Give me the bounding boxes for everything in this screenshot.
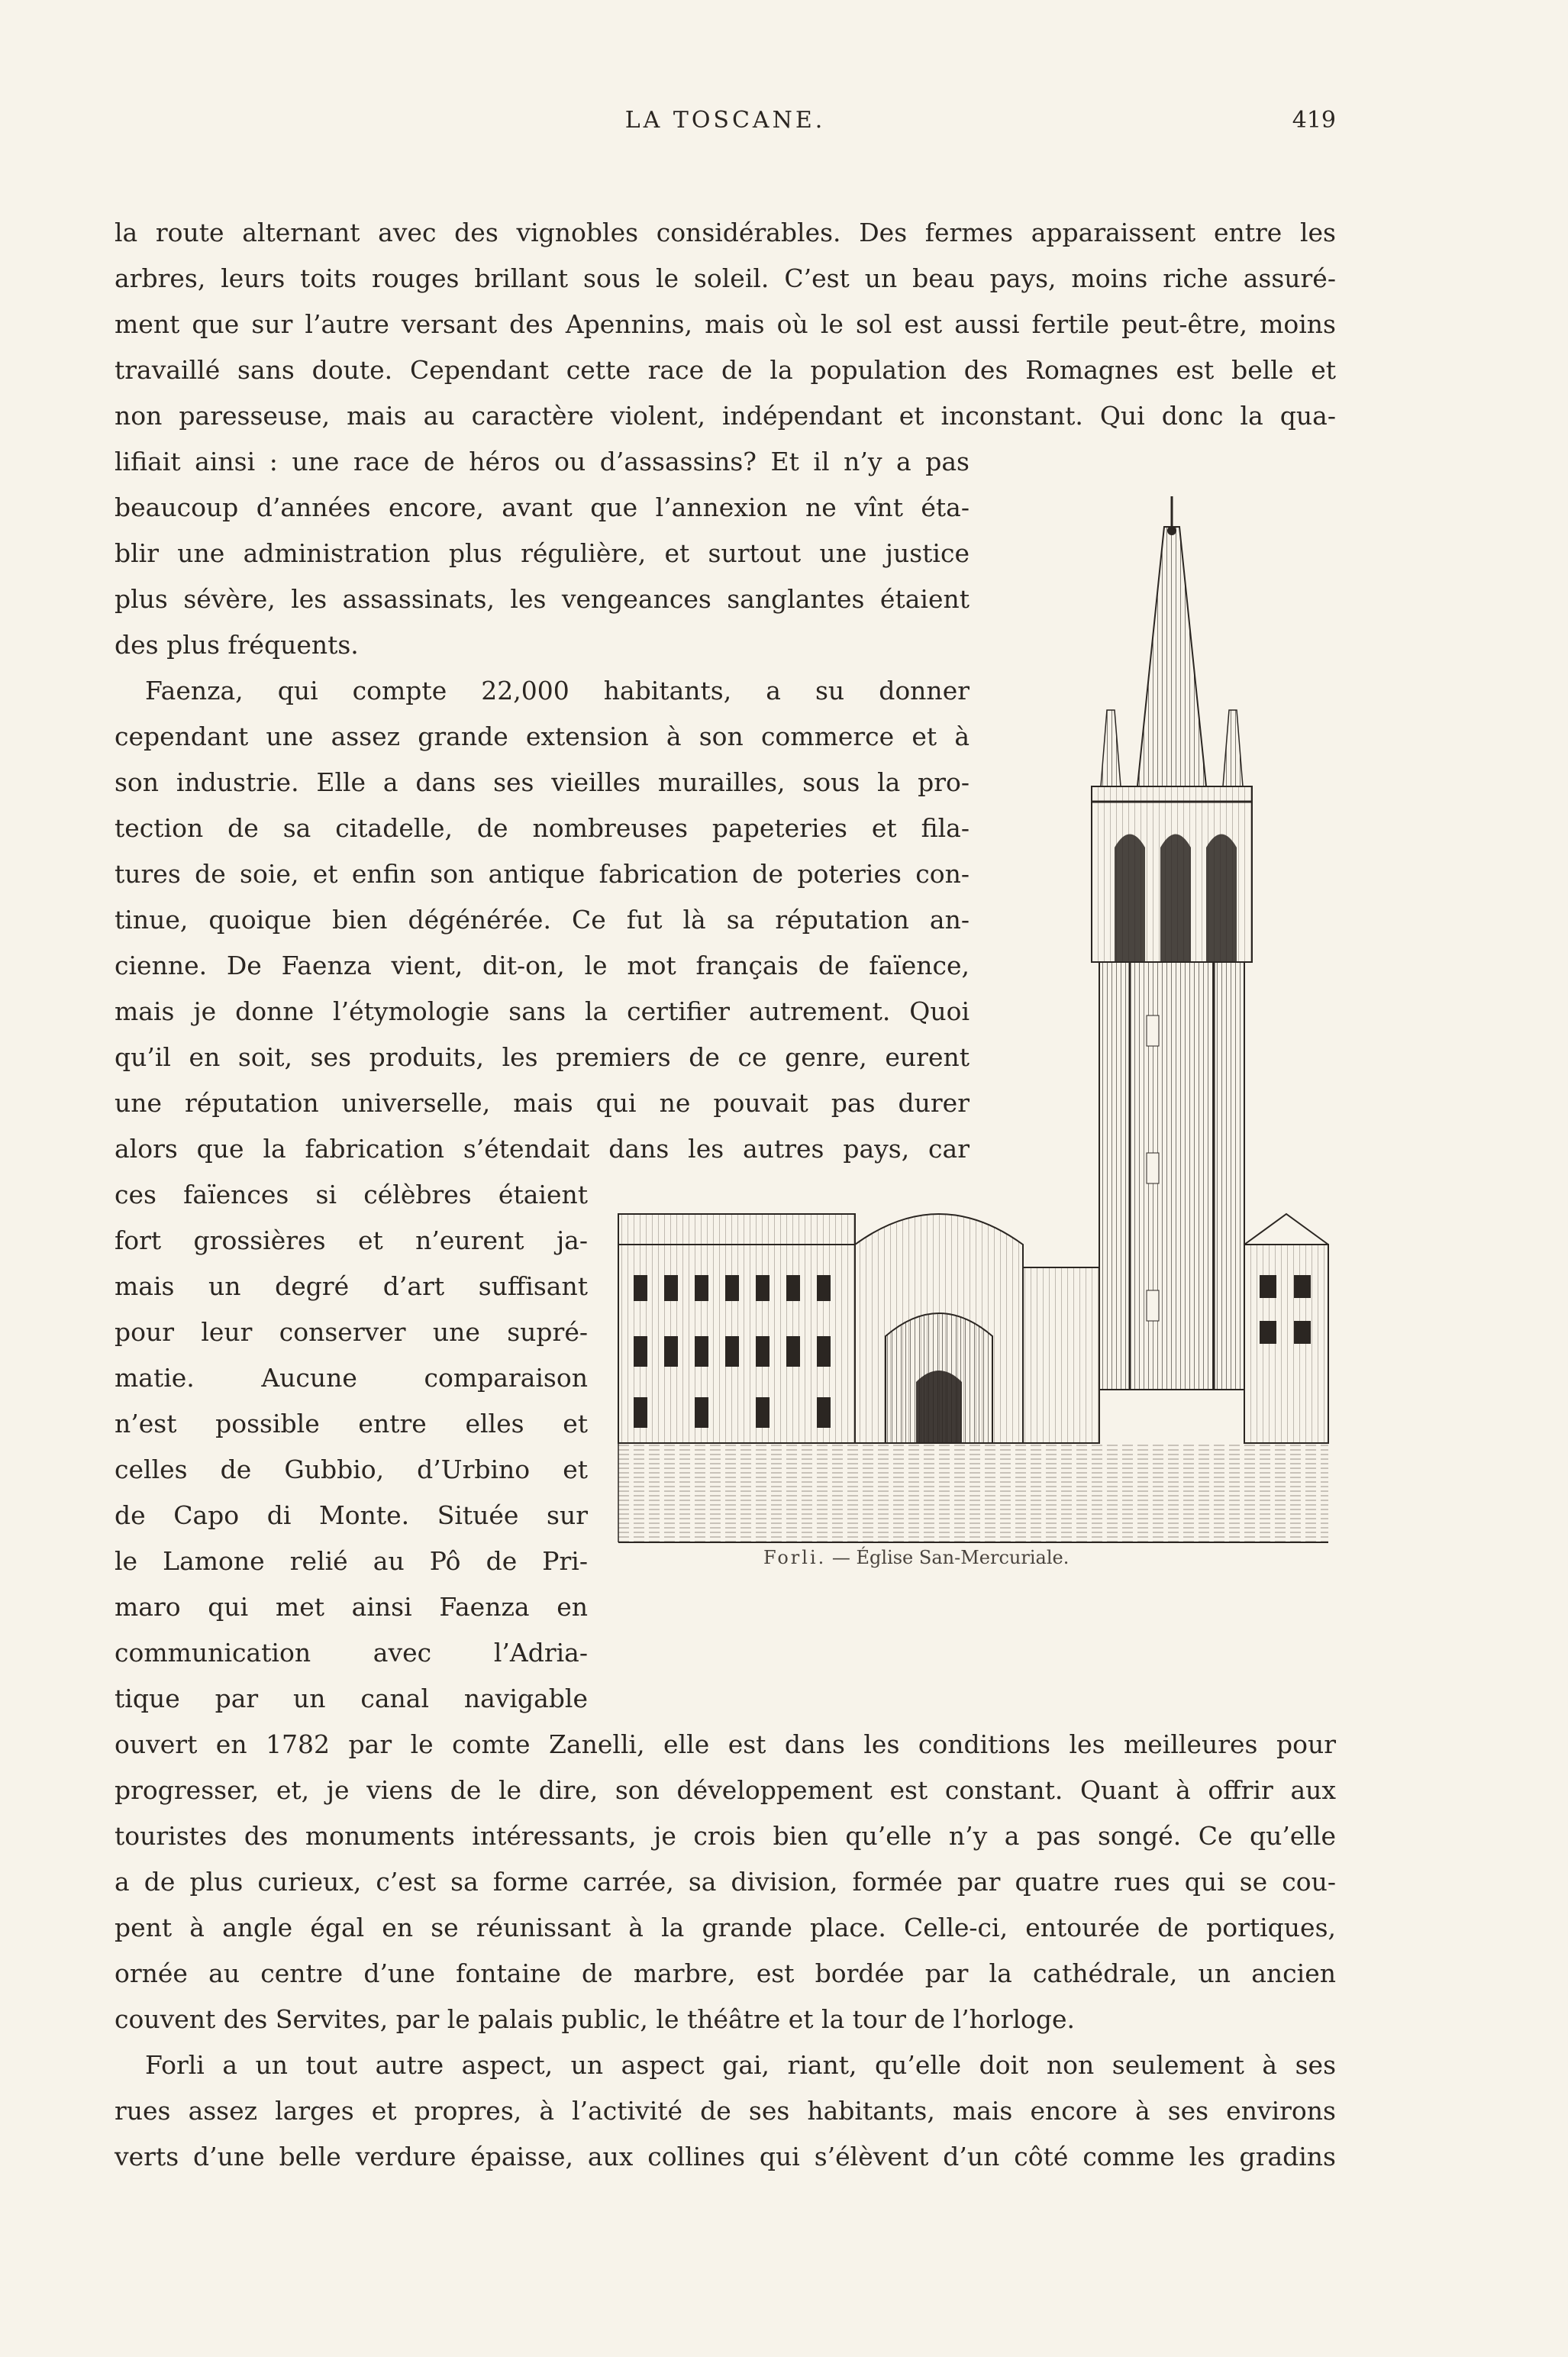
body-line: ment que sur l’autre versant des Apennins, mais où le sol est aussi fertile peut-être, moins [115, 309, 1336, 339]
body-line: qu’il en soit, ses produits, les premiers de ce genre, eurent [115, 1042, 970, 1072]
body-line: la route alternant avec des vignobles considérables. Des fermes apparaissent entre les [115, 218, 1336, 247]
church-engraving [603, 481, 1336, 1558]
body-line: tinue, quoique bien dégénérée. Ce fut là sa réputation an- [115, 905, 970, 935]
body-line: mais un degré d’art suffisant [115, 1271, 588, 1301]
body-line: plus sévère, les assassinats, les vengeances sanglantes étaient [115, 584, 970, 614]
body-line: tique par un canal navigable [115, 1684, 588, 1713]
body-line: progresser, et, je viens de le dire, son développement est constant. Quant à offrir aux [115, 1775, 1336, 1805]
body-line: pent à angle égal en se réunissant à la grande place. Celle-ci, entourée de portiques, [115, 1913, 1336, 1942]
body-line: couvent des Servites, par le palais public, le théâtre et la tour de l’horloge. [115, 2004, 1076, 2034]
body-line: arbres, leurs toits rouges brillant sous le soleil. C’est un beau pays, moins riche assuré- [115, 263, 1336, 293]
body-line: non paresseuse, mais au caractère violent, indépendant et inconstant. Qui donc la qua- [115, 401, 1336, 431]
body-line: Forli a un tout autre aspect, un aspect gai, riant, qu’elle doit non seulement à ses [145, 2050, 1336, 2080]
running-header [115, 107, 1336, 145]
caption-text: — Église San-Mercuriale. [826, 1547, 1070, 1568]
body-line: fort grossières et n’eurent ja- [115, 1225, 588, 1255]
church-tower-illustration [603, 481, 1336, 1558]
body-line: pour leur conserver une supré- [115, 1317, 588, 1347]
body-line: ouvert en 1782 par le comte Zanelli, elle est dans les conditions les meilleures pour [115, 1729, 1336, 1759]
body-line: a de plus curieux, c’est sa forme carrée, sa division, formée par quatre rues qui se cou- [115, 1867, 1336, 1897]
body-line: lifiait ainsi : une race de héros ou d’assassins? Et il n’y a pas [115, 447, 970, 476]
body-line: touristes des monuments intéressants, je crois bien qu’elle n’y a pas songé. Ce qu’elle [115, 1821, 1336, 1851]
body-line: le Lamone relié au Pô de Pri- [115, 1546, 588, 1576]
body-line: beaucoup d’années encore, avant que l’annexion ne vînt éta- [115, 492, 970, 522]
body-line: ornée au centre d’une fontaine de marbre, est bordée par la cathédrale, un ancien [115, 1958, 1336, 1988]
body-line: de Capo di Monte. Située sur [115, 1500, 588, 1530]
body-line: blir une administration plus régulière, et surtout une justice [115, 538, 970, 568]
body-line: n’est possible entre elles et [115, 1409, 588, 1438]
body-line: matie. Aucune comparaison [115, 1363, 588, 1393]
page-number: 419 [1292, 107, 1336, 134]
body-line: celles de Gubbio, d’Urbino et [115, 1455, 588, 1484]
body-line: tures de soie, et enfin son antique fabrication de poteries con- [115, 859, 970, 889]
body-line: travaillé sans doute. Cependant cette race de la population des Romagnes est belle et [115, 355, 1336, 385]
figure-caption [763, 1547, 1191, 1568]
body-line: cienne. De Faenza vient, dit-on, le mot français de faïence, [115, 951, 970, 980]
caption-place: Forli. [763, 1547, 827, 1568]
body-line: maro qui met ainsi Faenza en [115, 1592, 588, 1622]
body-line: verts d’une belle verdure épaisse, aux collines qui s’élèvent d’un côté comme les gradins [115, 2142, 1336, 2171]
body-line: alors que la fabrication s’étendait dans les autres pays, car [115, 1134, 970, 1164]
body-line: des plus fréquents. [115, 630, 359, 660]
body-line: mais je donne l’étymologie sans la certifier autrement. Quoi [115, 996, 970, 1026]
body-line: une réputation universelle, mais qui ne pouvait pas durer [115, 1088, 970, 1118]
body-line: ces faïences si célèbres étaient [115, 1180, 588, 1209]
body-line: cependant une assez grande extension à son commerce et à [115, 722, 970, 751]
body-line: tection de sa citadelle, de nombreuses papeteries et fila- [115, 813, 970, 843]
body-line: rues assez larges et propres, à l’activité de ses habitants, mais encore à ses environs [115, 2096, 1336, 2126]
body-line: son industrie. Elle a dans ses vieilles murailles, sous la pro- [115, 767, 970, 797]
running-title: LA TOSCANE. [624, 107, 826, 134]
body-line: Faenza, qui compte 22,000 habitants, a su donner [145, 676, 970, 705]
body-line: communication avec l’Adria- [115, 1638, 588, 1668]
